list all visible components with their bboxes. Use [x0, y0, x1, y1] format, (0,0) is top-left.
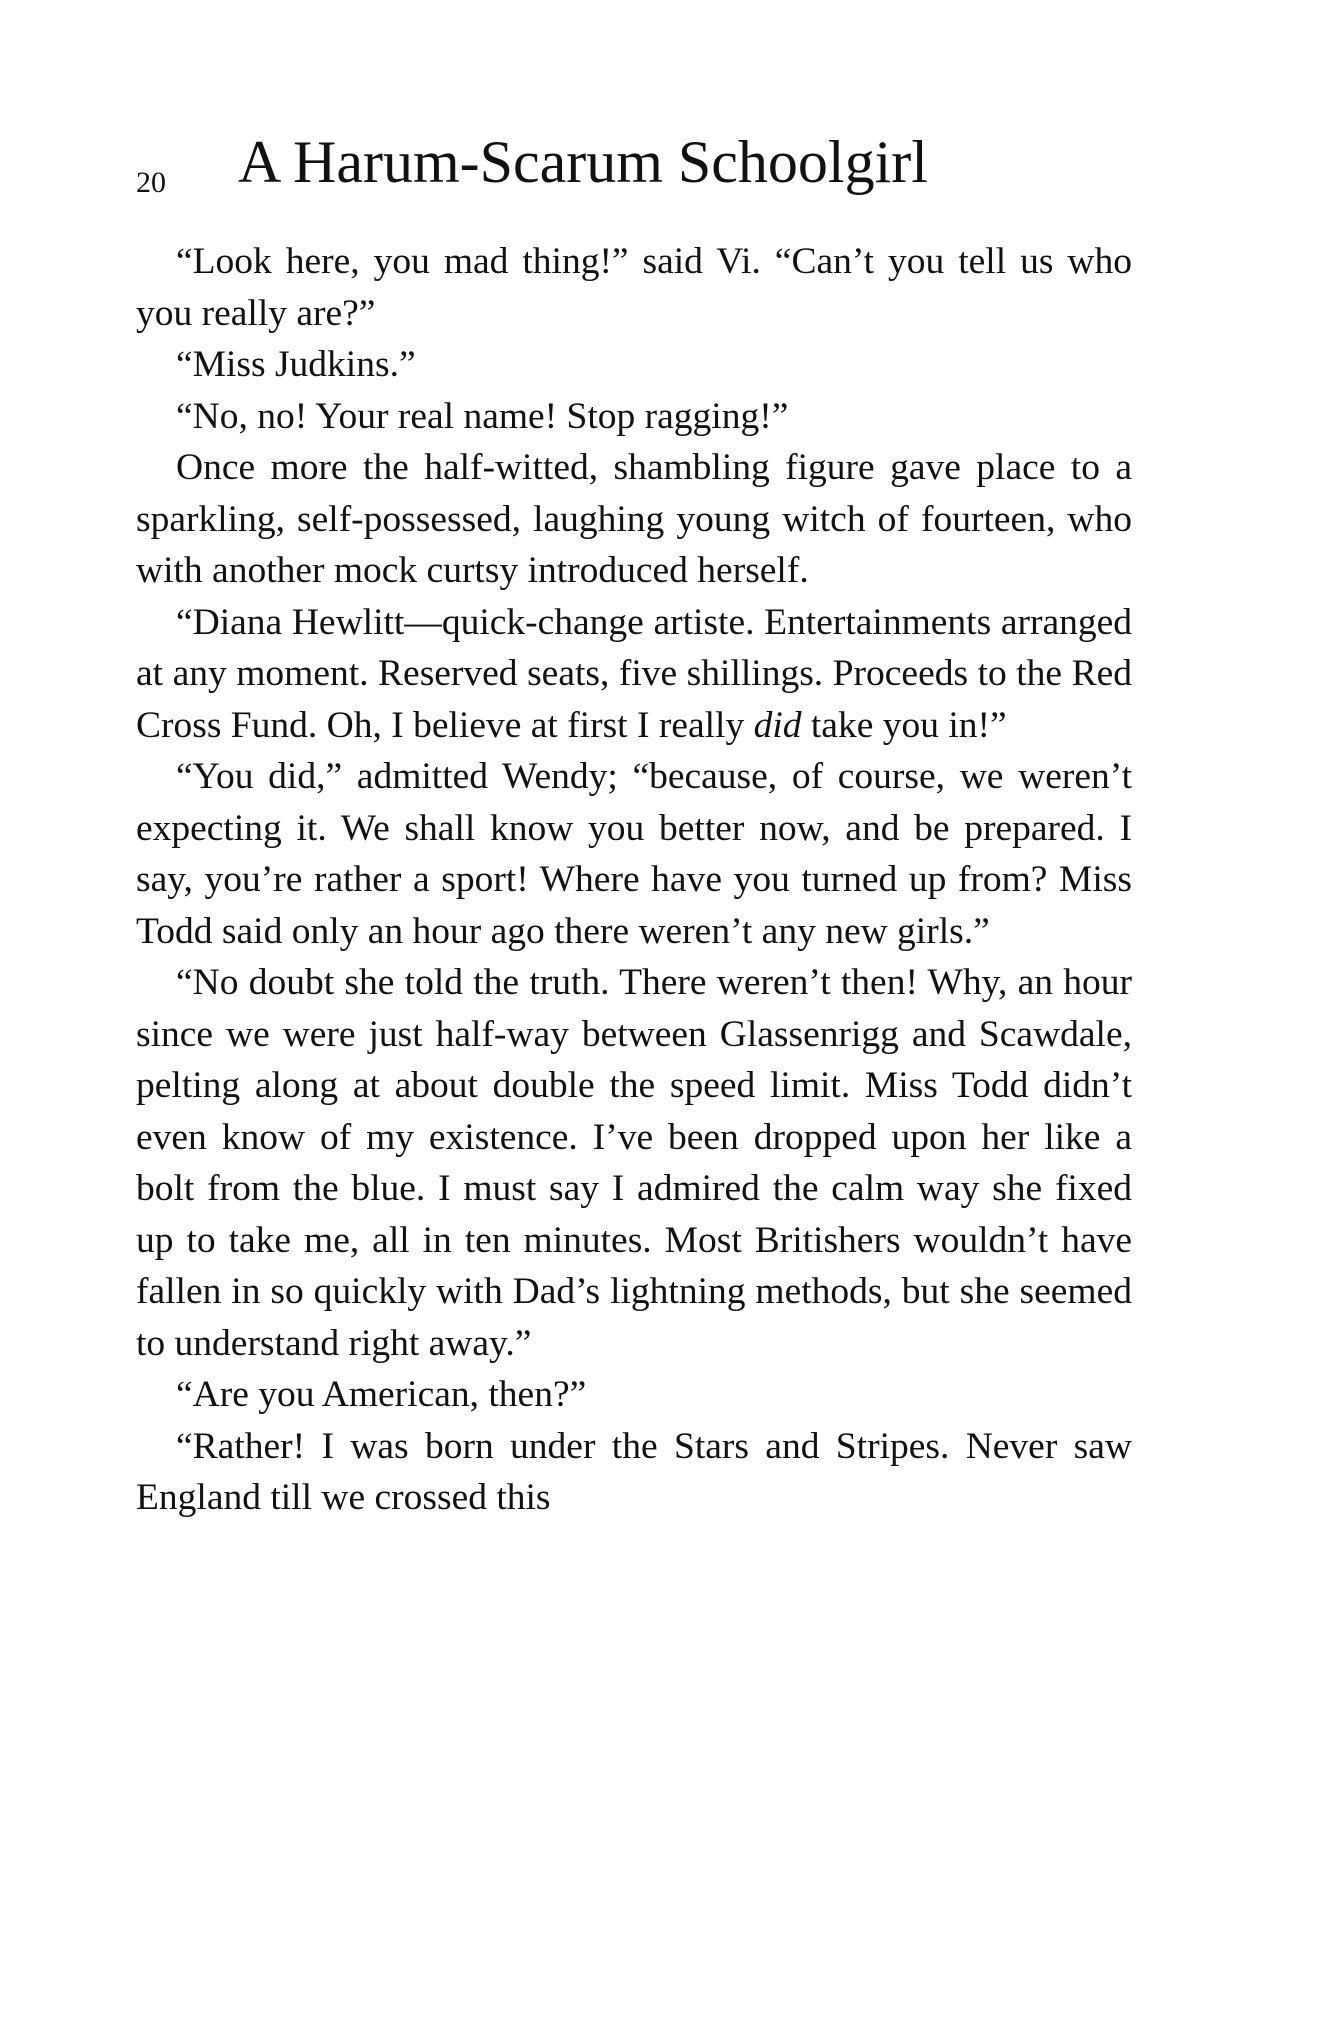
body-text [136, 236, 1132, 1524]
paragraph-vi-question [136, 236, 1132, 339]
paragraph-text: “Look here, you mad thing!” said Vi. “Can’t you tell us who you really are?” [136, 241, 1132, 334]
paragraph-figure-change [136, 442, 1132, 597]
paragraph-text: “Miss Judkins.” [176, 344, 416, 385]
paragraph-miss-judkins [136, 339, 1132, 391]
paragraph-text: “Are you American, then?” [176, 1374, 587, 1415]
paragraph-text: “Rather! I was born under the Stars and Stripes. Never saw England till we crossed this [136, 1425, 1132, 1518]
paragraph-stars-and-stripes [136, 1421, 1132, 1524]
italic-emphasis: did [753, 704, 802, 746]
paragraph-text: “You did,” admitted Wendy; “because, of course, we weren’t expecting it. We shall know you better now, and be prepared. I say, you’re rather a sport! Where have you turned up from? Miss Todd said only an hour ago there weren’t any new girls.” [136, 756, 1132, 952]
paragraph-text: “No, no! Your real name! Stop ragging!” [176, 395, 789, 437]
page-header [136, 128, 1136, 208]
running-title: A Harum-Scarum Schoolgirl [238, 129, 928, 195]
paragraph-american-question [136, 1369, 1132, 1421]
paragraph-real-name [136, 391, 1132, 443]
paragraph-text: “No doubt she told the truth. There weren’t then! Why, an hour since we were just half-way between Glassenrigg and Scawdale, pelting along at about double the speed limit. Miss Todd didn’t even know of my existence. I’ve been dropped upon her like a bolt from the blue. I must say I admired the calm way she fixed up to take me, all in ten minutes. Most Britishers wouldn’t have fallen in so quickly with Dad’s lightning methods, but she seemed to understand right away.” [136, 962, 1132, 1364]
paragraph-no-doubt [136, 957, 1132, 1369]
paragraph-wendy-reply [136, 751, 1132, 957]
page-number: 20 [136, 166, 166, 199]
paragraph-text: Once more the half-witted, shambling figure gave place to a sparkling, self-possessed, laughing young witch of fourteen, who with another mock curtsy introduced herself. [136, 447, 1132, 591]
paragraph-text: take you in!” [810, 704, 1007, 746]
paragraph-text: “Diana Hewlitt—quick-change artiste. Entertainments arranged at any moment. Reserved seats, five shillings. Proceeds to the Red Cross Fund. Oh, I believe at first I really [136, 601, 1132, 746]
paragraph-diana-hewlitt [136, 597, 1132, 752]
